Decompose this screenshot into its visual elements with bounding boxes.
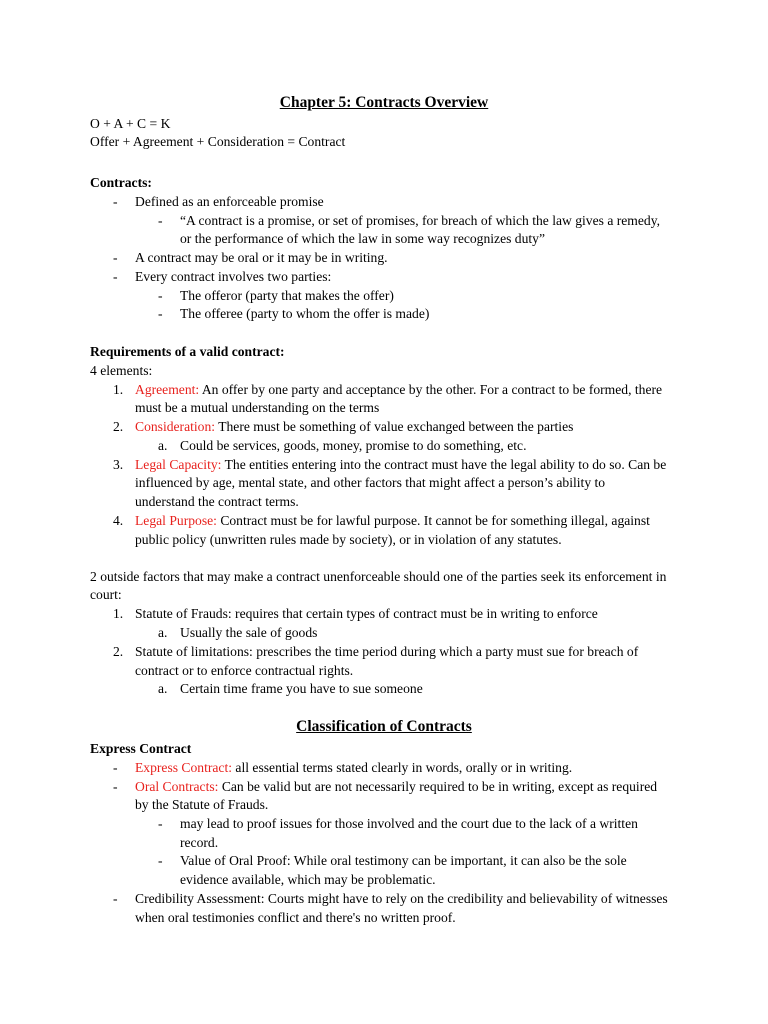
statute-of-limitations-example: Certain time frame you have to sue someone	[180, 681, 423, 696]
bullet-dash: -	[158, 853, 163, 868]
credibility-assessment-line2: when oral testimonies conflict and there's no written proof.	[135, 910, 456, 925]
requirement-consideration	[135, 418, 573, 437]
term-legal-capacity: Legal Capacity:	[135, 457, 222, 472]
requirements-count: 4 elements:	[90, 363, 153, 378]
list-number: 2.	[113, 644, 124, 659]
statute-of-limitations-line2: contract or to enforce contractual rights.	[135, 663, 354, 678]
bullet-dash: -	[158, 816, 163, 831]
contracts-parties: Every contract involves two parties:	[135, 269, 332, 284]
bullet-dash: -	[113, 891, 118, 906]
sub-list-letter: a.	[158, 438, 168, 453]
requirement-text: There must be something of value exchanged between the parties	[215, 419, 574, 434]
oral-contracts-text: Can be valid but are not necessarily required to be in writing, except as required	[218, 779, 658, 794]
bullet-dash: -	[113, 269, 118, 284]
sub-list-letter: a.	[158, 625, 168, 640]
bullet-dash: -	[158, 306, 163, 321]
oral-contracts-def	[135, 778, 657, 797]
requirement-legal-capacity-line2: influenced by age, mental state, and other factors that might affect a person’s ability to	[135, 475, 606, 490]
requirement-text: Contract must be for lawful purpose. It cannot be for something illegal, against	[216, 513, 650, 528]
requirement-legal-capacity	[135, 456, 666, 475]
list-number: 3.	[113, 457, 124, 472]
outside-factors-intro-line2: court:	[90, 587, 122, 602]
term-oral-contracts: Oral Contracts:	[135, 779, 219, 794]
page-title: Chapter 5: Contracts Overview	[279, 94, 489, 111]
formula-expanded: Offer + Agreement + Consideration = Contract	[90, 134, 346, 149]
sub-list-letter: a.	[158, 681, 168, 696]
oral-contracts-line2: by the Statute of Frauds.	[135, 797, 269, 812]
term-consideration: Consideration:	[135, 419, 216, 434]
proof-issues: may lead to proof issues for those involved and the court due to the lack of a written	[180, 816, 638, 831]
bullet-dash: -	[158, 288, 163, 303]
outside-factors-intro: 2 outside factors that may make a contract unenforceable should one of the parties seek its enforcement in	[90, 569, 667, 584]
requirement-text: An offer by one party and acceptance by the other. For a contract to be formed, there	[199, 382, 663, 397]
statute-of-frauds: Statute of Frauds: requires that certain types of contract must be in writing to enforce	[135, 606, 598, 621]
credibility-assessment: Credibility Assessment: Courts might have to rely on the credibility and believability of witnesses	[135, 891, 668, 906]
contracts-quote-line1: “A contract is a promise, or set of promises, for breach of which the law gives a remedy,	[180, 213, 661, 228]
requirement-legal-capacity-line3: understand the contract terms.	[135, 494, 299, 509]
value-of-oral-proof: Value of Oral Proof: While oral testimony can be important, it can also be the sole	[180, 853, 627, 868]
contracts-quote-line2: or the performance of which the law in some way recognizes duty”	[180, 231, 546, 246]
bullet-dash: -	[158, 213, 163, 228]
bullet-dash: -	[113, 250, 118, 265]
statute-of-limitations: Statute of limitations: prescribes the time period during which a party must sue for breach of	[135, 644, 639, 659]
bullet-dash: -	[113, 760, 118, 775]
contracts-heading: Contracts:	[90, 175, 152, 190]
express-contract-heading: Express Contract	[90, 741, 192, 756]
list-number: 4.	[113, 513, 124, 528]
contracts-offeror: The offeror (party that makes the offer)	[180, 288, 394, 303]
list-number: 2.	[113, 419, 124, 434]
value-of-oral-proof-line2: evidence available, which may be problematic.	[180, 872, 436, 887]
term-agreement: Agreement:	[135, 382, 200, 397]
requirement-legal-purpose-line2: public policy (unwritten rules made by society), or in violation of any statutes.	[135, 532, 562, 547]
section-title: Classification of Contracts	[296, 718, 472, 735]
list-number: 1.	[113, 606, 124, 621]
requirement-text: The entities entering into the contract must have the legal ability to do so. Can be	[221, 457, 667, 472]
contracts-offeree: The offeree (party to whom the offer is made)	[180, 306, 430, 321]
requirements-heading: Requirements of a valid contract:	[90, 344, 285, 359]
contracts-definition: Defined as an enforceable promise	[135, 194, 324, 209]
formula: O + A + C = K	[90, 116, 171, 131]
contracts-oral: A contract may be oral or it may be in writing.	[135, 250, 388, 265]
express-contract-def	[135, 759, 572, 778]
list-number: 1.	[113, 382, 124, 397]
statute-of-frauds-example: Usually the sale of goods	[180, 625, 318, 640]
express-contract-text: all essential terms stated clearly in words, orally or in writing.	[232, 760, 573, 775]
term-legal-purpose: Legal Purpose:	[135, 513, 217, 528]
requirement-agreement-line2: must be a mutual understanding on the terms	[135, 400, 380, 415]
requirement-agreement	[135, 381, 662, 400]
bullet-dash: -	[113, 194, 118, 209]
proof-issues-line2: record.	[180, 835, 219, 850]
term-express-contract: Express Contract:	[135, 760, 233, 775]
bullet-dash: -	[113, 779, 118, 794]
requirement-legal-purpose	[135, 512, 650, 531]
consideration-examples: Could be services, goods, money, promise to do something, etc.	[180, 438, 527, 453]
